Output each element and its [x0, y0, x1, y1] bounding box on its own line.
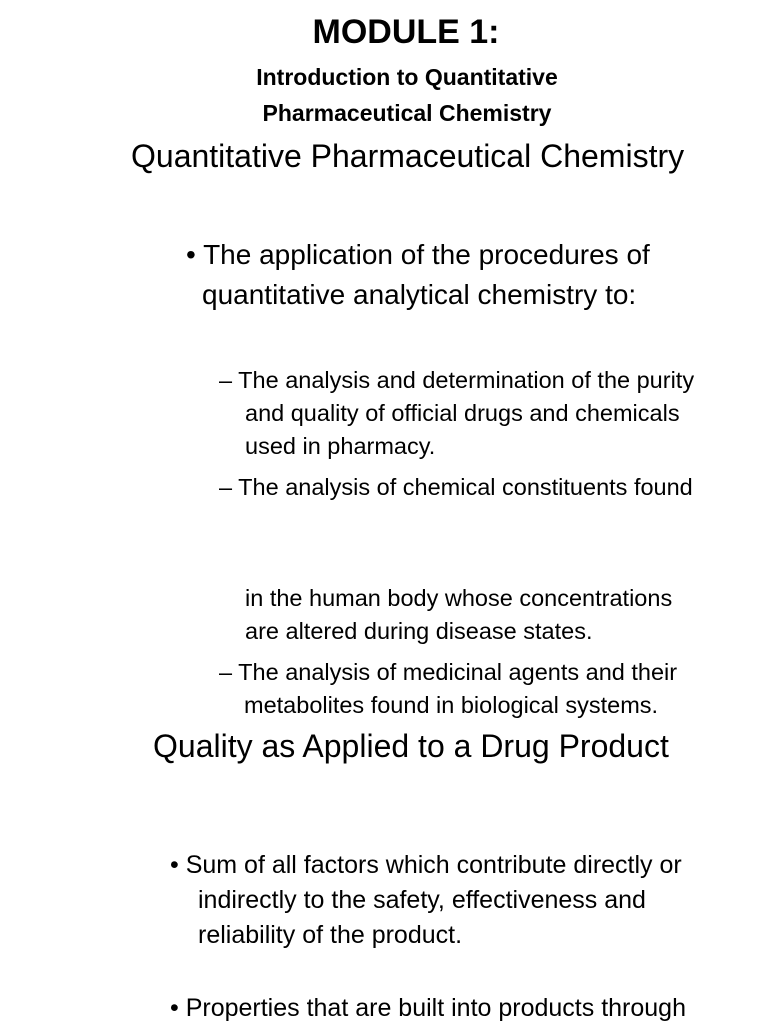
section-heading-quantitative-pharmaceutical-chemistry: Quantitative Pharmaceutical Chemistry: [131, 138, 685, 174]
sub-item-2-line-2: in the human body whose concentrations: [245, 585, 673, 611]
sub-item-1-line-2: and quality of official drugs and chemicals: [245, 400, 680, 426]
module-title: MODULE 1:: [312, 13, 500, 51]
sub-item-1-line-1: – The analysis and determination of the purity: [219, 367, 695, 393]
sub-item-3-line-2: metabolites found in biological systems.: [244, 692, 659, 718]
sub-item-1-line-3: used in pharmacy.: [245, 433, 436, 459]
sub-item-2-line-3: are altered during disease states.: [245, 618, 593, 644]
bullet-line-1: • The application of the procedures of: [186, 239, 650, 270]
quality-bullet-1-line-2: indirectly to the safety, effectiveness and: [198, 886, 646, 914]
module-subtitle-line-1: Introduction to Quantitative: [256, 64, 558, 90]
quality-bullet-1-line-3: reliability of the product.: [198, 921, 463, 949]
quality-bullet-2-line-1: • Properties that are built into products through: [170, 994, 686, 1022]
module-subtitle-line-2: Pharmaceutical Chemistry: [262, 100, 552, 126]
quality-bullet-1-line-1: • Sum of all factors which contribute directly or: [170, 851, 682, 879]
bullet-line-2: quantitative analytical chemistry to:: [202, 279, 637, 310]
sub-item-2-line-1: – The analysis of chemical constituents found: [219, 474, 693, 500]
section-heading-quality-drug-product: Quality as Applied to a Drug Product: [153, 728, 669, 764]
sub-item-3-line-1: – The analysis of medicinal agents and their: [219, 659, 678, 685]
